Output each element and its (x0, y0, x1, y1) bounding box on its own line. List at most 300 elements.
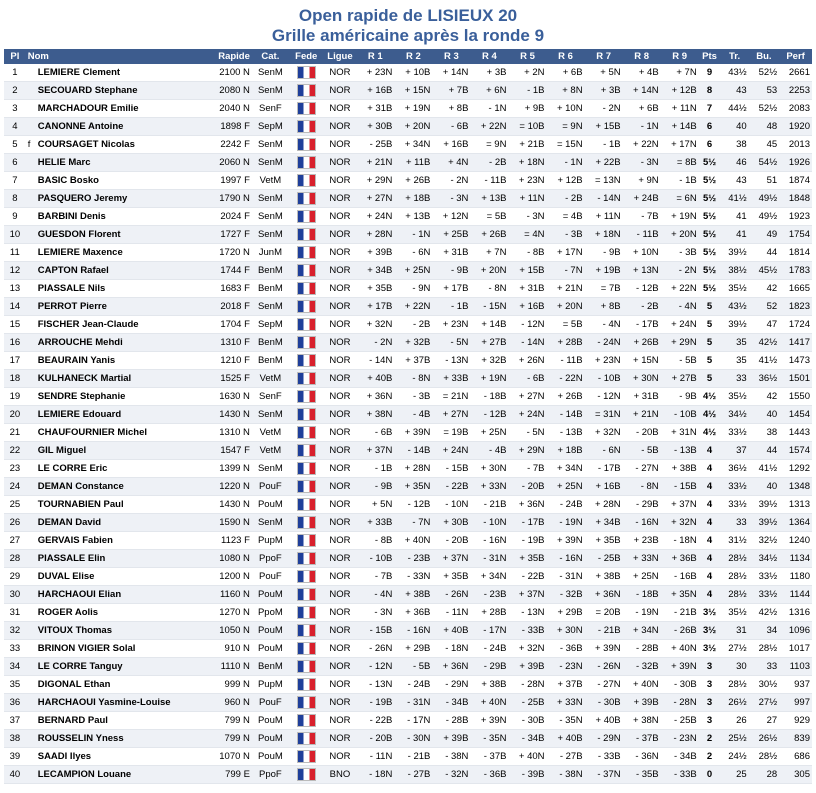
rating-cell: 1790 N (200, 190, 252, 208)
round-result-cell: - 16N (470, 532, 508, 550)
round-result-cell: + 3B (470, 64, 508, 82)
france-flag-icon (297, 282, 316, 295)
tiebreak-bu-cell: 44 (749, 244, 779, 262)
rank-cell: 14 (4, 298, 26, 316)
performance-cell: 1783 (779, 262, 812, 280)
player-name-cell (26, 370, 200, 388)
france-flag-icon (297, 228, 316, 241)
player-name-cell (26, 316, 200, 334)
rank-cell: 31 (4, 604, 26, 622)
round-result-cell: + 13B (470, 190, 508, 208)
column-header[interactable]: Perf (779, 49, 812, 64)
table-row (4, 100, 812, 118)
points-cell: 5½ (699, 262, 721, 280)
column-header[interactable]: Tr. (720, 49, 748, 64)
rank-cell: 37 (4, 712, 26, 730)
federation-cell (289, 766, 324, 784)
round-result-cell: - 18B (623, 586, 661, 604)
round-result-cell: - 31N (547, 568, 585, 586)
league-cell: NOR (324, 172, 357, 190)
round-result-cell: + 40B (432, 622, 470, 640)
points-cell: 6 (699, 136, 721, 154)
table-row (4, 442, 812, 460)
france-flag-icon (297, 588, 316, 601)
rank-cell: 39 (4, 748, 26, 766)
round-result-cell: + 10N (547, 100, 585, 118)
category-cell: PouM (252, 640, 289, 658)
category-cell: BenM (252, 352, 289, 370)
france-flag-icon (297, 102, 316, 115)
player-name-cell (26, 298, 200, 316)
column-header[interactable]: R 1 (356, 49, 394, 64)
player-name: SECOUARD Stephane (37, 85, 138, 96)
round-result-cell: - 6B (432, 118, 470, 136)
column-header[interactable]: Cat. (252, 49, 289, 64)
table-row (4, 154, 812, 172)
column-header[interactable]: R 9 (661, 49, 699, 64)
category-cell: SenM (252, 136, 289, 154)
round-result-cell: + 36N (356, 388, 394, 406)
tiebreak-bu-cell: 28 (749, 766, 779, 784)
player-flag-prefix: f (27, 139, 31, 150)
round-result-cell: - 37N (585, 766, 623, 784)
points-cell: 5½ (699, 280, 721, 298)
page-title: Open rapide de LISIEUX 20 (298, 6, 518, 25)
performance-cell: 1316 (779, 604, 812, 622)
rank-cell: 32 (4, 622, 26, 640)
column-header[interactable]: Rapide (200, 49, 252, 64)
category-cell: SenM (252, 406, 289, 424)
performance-cell: 1364 (779, 514, 812, 532)
round-result-cell: - 14N (585, 190, 623, 208)
column-header[interactable]: Nom (26, 49, 200, 64)
round-result-cell: - 1N (394, 226, 432, 244)
player-name: BRINON VIGIER Solal (37, 643, 136, 654)
player-name: DIGONAL Ethan (37, 679, 111, 690)
round-result-cell: - 22B (356, 712, 394, 730)
tiebreak-bu-cell: 32½ (749, 532, 779, 550)
tiebreak-bu-cell: 40 (749, 406, 779, 424)
round-result-cell: - 7B (356, 568, 394, 586)
round-result-cell: - 31N (394, 694, 432, 712)
rank-cell: 35 (4, 676, 26, 694)
round-result-cell: + 31B (432, 244, 470, 262)
round-result-cell: - 32B (547, 586, 585, 604)
player-name: BERNARD Paul (37, 715, 108, 726)
category-cell: PouF (252, 478, 289, 496)
column-header[interactable]: R 2 (394, 49, 432, 64)
france-flag-icon (297, 300, 316, 313)
league-cell: NOR (324, 298, 357, 316)
round-result-cell: + 37N (432, 550, 470, 568)
performance-cell: 1096 (779, 622, 812, 640)
column-header[interactable]: R 5 (508, 49, 546, 64)
tiebreak-tr-cell: 43½ (720, 298, 748, 316)
round-result-cell: - 10B (661, 406, 699, 424)
round-result-cell: - 36B (470, 766, 508, 784)
round-result-cell: - 18B (470, 388, 508, 406)
round-result-cell: + 14N (623, 82, 661, 100)
category-cell: BenM (252, 262, 289, 280)
category-cell: PpoF (252, 766, 289, 784)
tiebreak-bu-cell: 53 (749, 82, 779, 100)
player-name: BEAURAIN Yanis (37, 355, 116, 366)
column-header[interactable]: R 7 (585, 49, 623, 64)
federation-cell (289, 226, 324, 244)
round-result-cell: + 40N (508, 748, 546, 766)
round-result-cell: + 33B (432, 370, 470, 388)
tiebreak-bu-cell: 42 (749, 280, 779, 298)
tiebreak-tr-cell: 33½ (720, 424, 748, 442)
round-result-cell: + 39B (623, 694, 661, 712)
round-result-cell: = 9N (547, 118, 585, 136)
round-result-cell: - 7B (623, 208, 661, 226)
round-result-cell: - 36B (547, 640, 585, 658)
round-result-cell: + 13N (623, 262, 661, 280)
performance-cell: 1443 (779, 424, 812, 442)
round-result-cell: + 38B (394, 586, 432, 604)
round-result-cell: - 31N (470, 550, 508, 568)
tiebreak-bu-cell: 54½ (749, 154, 779, 172)
tiebreak-tr-cell: 26½ (720, 694, 748, 712)
round-result-cell: - 16N (547, 550, 585, 568)
league-cell: NOR (324, 82, 357, 100)
round-result-cell: - 26N (356, 640, 394, 658)
round-result-cell: = 21N (432, 388, 470, 406)
category-cell: SenM (252, 226, 289, 244)
round-result-cell: - 9B (661, 388, 699, 406)
round-result-cell: + 35N (394, 478, 432, 496)
rank-cell: 23 (4, 460, 26, 478)
points-cell: 3 (699, 712, 721, 730)
rating-cell: 1110 N (200, 658, 252, 676)
round-result-cell: - 36N (623, 748, 661, 766)
player-name-cell (26, 532, 200, 550)
round-result-cell: - 17B (508, 514, 546, 532)
performance-cell: 1180 (779, 568, 812, 586)
league-cell: BNO (324, 766, 357, 784)
table-row (4, 640, 812, 658)
round-result-cell: - 10B (585, 370, 623, 388)
round-result-cell: - 26N (432, 586, 470, 604)
round-result-cell: + 28N (356, 226, 394, 244)
points-cell: 3 (699, 694, 721, 712)
france-flag-icon (297, 552, 316, 565)
category-cell: VetM (252, 424, 289, 442)
round-result-cell: + 16B (585, 478, 623, 496)
points-cell: 4 (699, 478, 721, 496)
france-flag-icon (297, 156, 316, 169)
table-row (4, 676, 812, 694)
france-flag-icon (297, 318, 316, 331)
tiebreak-bu-cell: 38 (749, 424, 779, 442)
rank-cell: 28 (4, 550, 26, 568)
round-result-cell: + 26B (394, 172, 432, 190)
tiebreak-tr-cell: 35 (720, 352, 748, 370)
points-cell: 8 (699, 82, 721, 100)
category-cell: SenM (252, 82, 289, 100)
round-result-cell: - 2N (661, 262, 699, 280)
round-result-cell: - 12B (470, 406, 508, 424)
round-result-cell: + 17N (661, 136, 699, 154)
rating-cell: 799 N (200, 730, 252, 748)
tiebreak-bu-cell: 39½ (749, 514, 779, 532)
tiebreak-bu-cell: 49½ (749, 208, 779, 226)
points-cell: 5½ (699, 190, 721, 208)
federation-cell (289, 64, 324, 82)
rating-cell: 2040 N (200, 100, 252, 118)
round-result-cell: - 30B (585, 694, 623, 712)
player-name: GUESDON Florent (37, 229, 121, 240)
france-flag-icon (297, 678, 316, 691)
round-result-cell: + 30N (547, 622, 585, 640)
rating-cell: 1430 N (200, 496, 252, 514)
round-result-cell: + 35B (508, 550, 546, 568)
category-cell: PouM (252, 712, 289, 730)
round-result-cell: - 1N (470, 100, 508, 118)
round-result-cell: + 34N (394, 136, 432, 154)
round-result-cell: - 20B (356, 730, 394, 748)
france-flag-icon (297, 66, 316, 79)
round-result-cell: + 39B (356, 244, 394, 262)
round-result-cell: + 29B (547, 604, 585, 622)
player-name: ARROUCHE Mehdi (37, 337, 123, 348)
round-result-cell: - 34B (432, 694, 470, 712)
france-flag-icon (297, 120, 316, 133)
points-cell: 5 (699, 334, 721, 352)
round-result-cell: - 13B (547, 424, 585, 442)
round-result-cell: + 24N (356, 208, 394, 226)
rating-cell: 2100 N (200, 64, 252, 82)
column-header[interactable]: R 6 (547, 49, 585, 64)
performance-cell: 1823 (779, 298, 812, 316)
tiebreak-bu-cell: 26½ (749, 730, 779, 748)
round-result-cell: - 1B (356, 460, 394, 478)
column-header[interactable]: Ligue (324, 49, 357, 64)
column-header[interactable]: R 3 (432, 49, 470, 64)
tiebreak-bu-cell: 27½ (749, 694, 779, 712)
league-cell: NOR (324, 748, 357, 766)
round-result-cell: + 40N (394, 532, 432, 550)
round-result-cell: + 25B (432, 226, 470, 244)
federation-cell (289, 640, 324, 658)
table-row (4, 712, 812, 730)
column-header[interactable]: Bu. (749, 49, 779, 64)
tiebreak-tr-cell: 35 (720, 334, 748, 352)
round-result-cell: + 15N (394, 82, 432, 100)
table-row (4, 118, 812, 136)
france-flag-icon (297, 426, 316, 439)
player-name: CAPTON Rafael (37, 265, 109, 276)
category-cell: PupM (252, 532, 289, 550)
rating-cell: 910 N (200, 640, 252, 658)
round-result-cell: - 37B (623, 730, 661, 748)
column-header[interactable]: Pts (699, 49, 721, 64)
table-row (4, 586, 812, 604)
france-flag-icon (297, 768, 316, 781)
round-result-cell: - 35N (547, 712, 585, 730)
round-result-cell: + 19N (661, 208, 699, 226)
points-cell: 5½ (699, 172, 721, 190)
rating-cell: 960 N (200, 694, 252, 712)
round-result-cell: + 30B (432, 514, 470, 532)
league-cell: NOR (324, 586, 357, 604)
federation-cell (289, 154, 324, 172)
league-cell: NOR (324, 496, 357, 514)
points-cell: 4½ (699, 388, 721, 406)
federation-cell (289, 334, 324, 352)
round-result-cell: - 22B (432, 478, 470, 496)
federation-cell (289, 568, 324, 586)
round-result-cell: - 28N (661, 694, 699, 712)
rank-cell: 30 (4, 586, 26, 604)
points-cell: 4 (699, 586, 721, 604)
performance-cell: 1574 (779, 442, 812, 460)
table-row (4, 262, 812, 280)
round-result-cell: = 9N (470, 136, 508, 154)
federation-cell (289, 676, 324, 694)
table-row (4, 334, 812, 352)
round-result-cell: - 4B (470, 442, 508, 460)
standings-table (4, 49, 812, 784)
player-name: FISCHER Jean-Claude (37, 319, 139, 330)
tiebreak-tr-cell: 24½ (720, 748, 748, 766)
round-result-cell: + 17B (432, 280, 470, 298)
round-result-cell: - 24B (547, 496, 585, 514)
round-result-cell: + 39N (470, 712, 508, 730)
performance-cell: 839 (779, 730, 812, 748)
round-result-cell: - 16B (661, 568, 699, 586)
league-cell: NOR (324, 262, 357, 280)
table-row (4, 280, 812, 298)
league-cell: NOR (324, 118, 357, 136)
round-result-cell: + 32N (661, 514, 699, 532)
round-result-cell: - 6N (394, 244, 432, 262)
player-name: BASIC Bosko (37, 175, 99, 186)
points-cell: 5½ (699, 226, 721, 244)
points-cell: 4 (699, 532, 721, 550)
rating-cell: 1070 N (200, 748, 252, 766)
france-flag-icon (297, 570, 316, 583)
france-flag-icon (297, 516, 316, 529)
player-name-cell (26, 172, 200, 190)
round-result-cell: + 11B (394, 154, 432, 172)
tiebreak-tr-cell: 35½ (720, 388, 748, 406)
table-row (4, 316, 812, 334)
round-result-cell: = 4B (547, 208, 585, 226)
player-name-cell (26, 334, 200, 352)
player-name-cell (26, 478, 200, 496)
round-result-cell: = 4N (508, 226, 546, 244)
points-cell: 4 (699, 550, 721, 568)
round-result-cell: - 4N (585, 316, 623, 334)
player-name-cell (26, 406, 200, 424)
round-result-cell: + 25N (470, 424, 508, 442)
round-result-cell: + 6B (623, 100, 661, 118)
points-cell: 4 (699, 568, 721, 586)
federation-cell (289, 550, 324, 568)
category-cell: BenM (252, 658, 289, 676)
performance-cell: 1920 (779, 118, 812, 136)
table-row (4, 136, 812, 154)
points-cell: 2 (699, 748, 721, 766)
performance-cell: 937 (779, 676, 812, 694)
tiebreak-tr-cell: 28½ (720, 586, 748, 604)
player-name: SAADI Ilyes (37, 751, 92, 762)
player-name: DUVAL Elise (37, 571, 95, 582)
performance-cell: 1923 (779, 208, 812, 226)
round-result-cell: - 2B (547, 190, 585, 208)
round-result-cell: - 4B (394, 406, 432, 424)
round-result-cell: + 18B (394, 190, 432, 208)
france-flag-icon (297, 138, 316, 151)
player-name-cell (26, 352, 200, 370)
category-cell: SenM (252, 64, 289, 82)
federation-cell (289, 100, 324, 118)
round-result-cell: + 40N (661, 640, 699, 658)
round-result-cell: - 12N (585, 388, 623, 406)
round-result-cell: - 2B (394, 316, 432, 334)
league-cell: NOR (324, 388, 357, 406)
round-result-cell: - 8B (356, 532, 394, 550)
player-name: TOURNABIEN Paul (37, 499, 124, 510)
round-result-cell: - 32B (623, 658, 661, 676)
table-row (4, 406, 812, 424)
points-cell: 5 (699, 370, 721, 388)
round-result-cell: - 5B (661, 352, 699, 370)
round-result-cell: + 38B (470, 676, 508, 694)
league-cell: NOR (324, 694, 357, 712)
column-header[interactable]: R 8 (623, 49, 661, 64)
round-result-cell: - 9B (585, 244, 623, 262)
column-header[interactable]: Fede (289, 49, 324, 64)
points-cell: 4½ (699, 406, 721, 424)
performance-cell: 1501 (779, 370, 812, 388)
round-result-cell: - 25B (508, 694, 546, 712)
category-cell: VetM (252, 370, 289, 388)
round-result-cell: + 32N (508, 640, 546, 658)
federation-cell (289, 208, 324, 226)
rating-cell: 1220 N (200, 478, 252, 496)
tiebreak-bu-cell: 36½ (749, 370, 779, 388)
performance-cell: 997 (779, 694, 812, 712)
tiebreak-tr-cell: 33 (720, 370, 748, 388)
rank-cell: 8 (4, 190, 26, 208)
federation-cell (289, 622, 324, 640)
round-result-cell: - 7B (508, 460, 546, 478)
league-cell: NOR (324, 676, 357, 694)
category-cell: VetM (252, 172, 289, 190)
rank-cell: 12 (4, 262, 26, 280)
league-cell: NOR (324, 190, 357, 208)
performance-cell: 1292 (779, 460, 812, 478)
round-result-cell: + 21N (356, 154, 394, 172)
round-result-cell: - 19B (508, 532, 546, 550)
column-header[interactable]: Pl (4, 49, 26, 64)
france-flag-icon (297, 444, 316, 457)
tiebreak-tr-cell: 33½ (720, 496, 748, 514)
round-result-cell: + 31N (661, 424, 699, 442)
league-cell: NOR (324, 730, 357, 748)
rank-cell: 34 (4, 658, 26, 676)
league-cell: NOR (324, 568, 357, 586)
round-result-cell: - 5B (394, 658, 432, 676)
rating-cell: 2024 F (200, 208, 252, 226)
round-result-cell: - 33B (508, 622, 546, 640)
column-header[interactable]: R 4 (470, 49, 508, 64)
tiebreak-tr-cell: 31½ (720, 532, 748, 550)
rank-cell: 15 (4, 316, 26, 334)
